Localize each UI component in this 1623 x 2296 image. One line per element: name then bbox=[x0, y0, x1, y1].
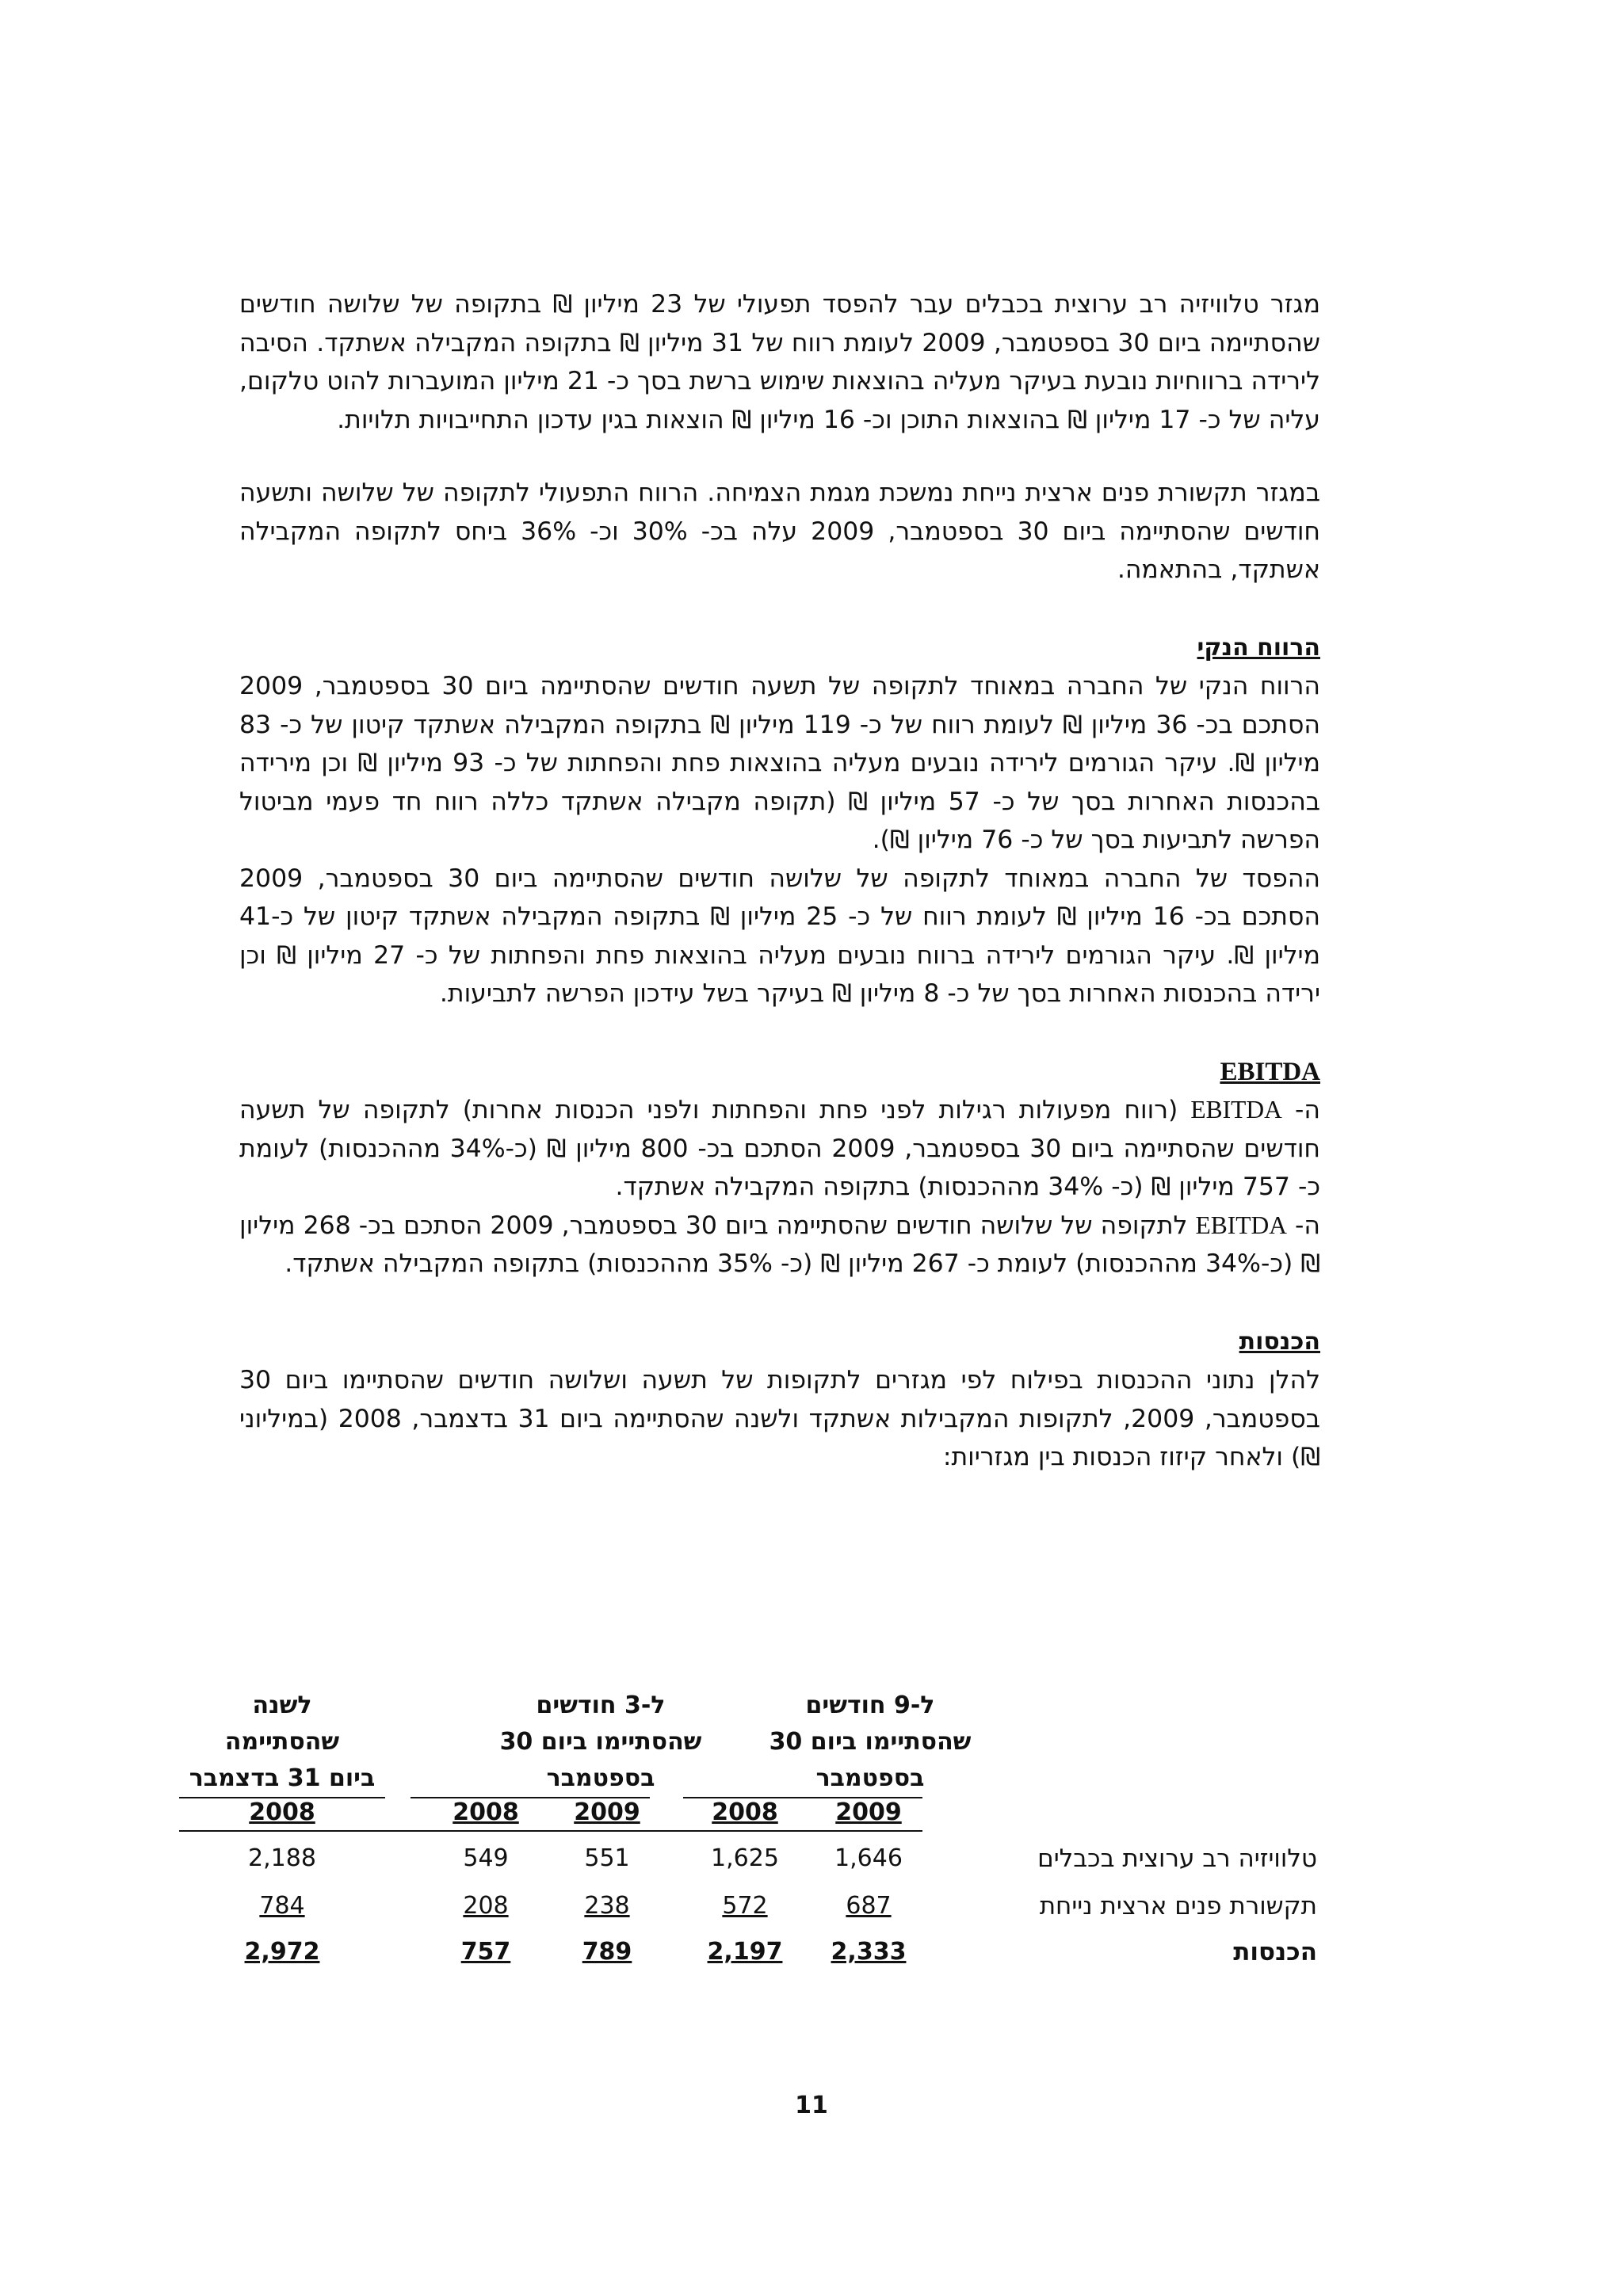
net-profit-three-months-paragraph: ההפסד של החברה במאוחד לתקופה של שלושה חודשים שהסתיימה ביום 30 בספטמבר, 2009 הסתכם בכ- 16 מיליון ₪ לעומת רווח של כ- 25 מיליון ₪ בתקופה המקבילה אשתקד קיטון של כ-41 מיליון ₪. עיקר הגורמים לירידה ברווח נובעים מעליה בהוצאות פחת והפחתות של כ- 27 מיליון ₪ וכן ירידה בהכנסות האחרות בסך של כ- 8 מיליון ₪ בעיקר בשל עידכון הפרשה לתביעות. bbox=[239, 864, 1321, 1008]
header-line: שהסתיימו ביום 30 bbox=[769, 1728, 972, 1756]
ebitda-text: (רווח מפעולות רגילות לפני פחת והפחתות ולפני הכנסות אחרות) לתקופה של תשעה חודשים שהסתיימה ביום 30 בספטמבר, 2009 הסתכם בכ- 800 מיליון ₪ (כ-34% מההכנסות) לעומת כ- 757 מיליון ₪ (כ- 34% מההכנסות) בתקופה המקבילה אשתקד. bbox=[239, 1096, 1320, 1201]
ebitda-heading: EBITDA bbox=[1220, 1057, 1320, 1086]
cell-cable-nine-2009: 1,646 bbox=[834, 1844, 903, 1872]
header-line: שהסתיימה bbox=[224, 1728, 340, 1756]
ebitda-nine-months-paragraph bbox=[239, 1091, 1320, 1207]
ebitda-prefix: ה- bbox=[1281, 1096, 1320, 1124]
year-nine-2009: 2009 bbox=[835, 1798, 902, 1826]
year-nine-2008: 2008 bbox=[712, 1798, 778, 1826]
year-three-2008: 2008 bbox=[453, 1798, 519, 1826]
cell-cable-three-2009: 551 bbox=[584, 1844, 630, 1872]
net-profit-heading: הרווח הנקי bbox=[1197, 633, 1320, 662]
cell-landline-three-2008: 208 bbox=[463, 1892, 509, 1920]
year-three-2009: 2009 bbox=[574, 1798, 640, 1826]
ebitda-text: לתקופה של שלושה חודשים שהסתיימה ביום 30 בספטמבר, 2009 הסתכם בכ- 268 מיליון ₪ (כ-34% מההכנסות) לעומת כ- 267 מיליון ₪ (כ- 35% מההכנסות) בתקופה המקבילה אשתקד. bbox=[239, 1211, 1320, 1278]
header-line: לשנה bbox=[252, 1691, 312, 1719]
header-line: ל-3 חודשים bbox=[536, 1691, 666, 1719]
cell-cable-year-2008: 2,188 bbox=[248, 1844, 316, 1872]
landline-segment-paragraph: במגזר תקשורת פנים ארצית נייחת נמשכת מגמת הצמיחה. הרווח התפעולי לתקופה של שלושה ותשעה חודשים שהסתיימה ביום 30 בספטמבר, 2009 עלה בכ- 30% וכ- 36% ביחס לתקופה המקבילה אשתקד, בהתאמה. bbox=[239, 479, 1321, 584]
revenues-intro-paragraph: להלן נתוני ההכנסות בפילוח לפי מגזרים לתקופות של תשעה ושלושה חודשים שהסתיימו ביום 30 בספטמבר, 2009, לתקופות המקבילות אשתקד ולשנה שהסתיימה ביום 31 בדצמבר, 2008 (במיליוני ₪) ולאחר קיזוז הכנסות בין מגזריות: bbox=[239, 1366, 1320, 1471]
cell-total-three-2008: 757 bbox=[460, 1938, 511, 1966]
row-label-total-revenues: הכנסות bbox=[1233, 1938, 1317, 1966]
header-line: ל-9 חודשים bbox=[805, 1691, 935, 1719]
header-year bbox=[179, 1688, 385, 1797]
row-label-landline: תקשורת פנים ארצית נייחת bbox=[1039, 1892, 1317, 1920]
cable-tv-segment-paragraph: מגזר טלוויזיה רב ערוצית בכבלים עבר להפסד תפעולי של 23 מיליון ₪ בתקופה של שלושה חודשים שהסתיימה ביום 30 בספטמבר, 2009 לעומת רווח של 31 מיליון ₪ בתקופה המקבילה אשתקד. הסיבה לירידה ברווחיות נובעת בעיקר מעליה בהוצאות שימוש ברשת בסך כ- 21 מיליון המועברות להוט טלקום, עליה של כ- 17 מיליון ₪ בהוצאות התוכן וכ- 16 מיליון ₪ הוצאות בגין עדכון התחייבויות תלויות. bbox=[239, 290, 1320, 434]
header-line: בספטמבר bbox=[815, 1764, 925, 1792]
ebitda-term: EBITDA bbox=[1195, 1211, 1287, 1239]
ebitda-three-months-paragraph bbox=[239, 1207, 1320, 1283]
header-three-months bbox=[498, 1688, 704, 1797]
cell-landline-nine-2008: 572 bbox=[722, 1892, 768, 1920]
header-line: בספטמבר bbox=[546, 1764, 655, 1792]
cell-cable-three-2008: 549 bbox=[463, 1844, 509, 1872]
cell-total-three-2009: 789 bbox=[582, 1938, 632, 1966]
year-2008: 2008 bbox=[249, 1798, 315, 1826]
header-line: ביום 31 בדצמבר bbox=[189, 1764, 376, 1792]
ebitda-term: EBITDA bbox=[1190, 1096, 1282, 1123]
header-nine-months bbox=[767, 1688, 973, 1797]
cell-total-nine-2009: 2,333 bbox=[831, 1938, 907, 1966]
page-number: 11 bbox=[795, 2092, 828, 2119]
net-profit-nine-months-paragraph: הרווח הנקי של החברה במאוחד לתקופה של תשעה חודשים שהסתיימה ביום 30 בספטמבר, 2009 הסתכם בכ- 36 מיליון ₪ לעומת רווח של כ- 119 מיליון ₪ בתקופה המקבילה אשתקד קיטון של כ- 83 מיליון ₪. עיקר הגורמים לירידה נובעים מעליה בהוצאות פחת והפחתות של כ- 93 מיליון ₪ וכן מירידה בהכנסות האחרות בסך של כ- 57 מיליון ₪ (תקופה מקבילה אשתקד כללה רווח חד פעמי מביטול הפרשה לתביעות בסך של כ- 76 מיליון ₪). bbox=[239, 672, 1320, 854]
text-column bbox=[239, 285, 1320, 1477]
header-line: שהסתיימו ביום 30 bbox=[499, 1728, 702, 1756]
table-header-bottom-rule bbox=[179, 1830, 922, 1832]
cell-landline-three-2009: 238 bbox=[584, 1892, 630, 1920]
cell-cable-nine-2008: 1,625 bbox=[711, 1844, 779, 1872]
cell-total-nine-2008: 2,197 bbox=[707, 1938, 783, 1966]
ebitda-prefix: ה- bbox=[1286, 1211, 1320, 1240]
revenues-heading: הכנסות bbox=[1239, 1327, 1320, 1356]
row-label-cable-tv: טלוויזיה רב ערוצית בכבלים bbox=[1037, 1844, 1317, 1873]
cell-total-year-2008: 2,972 bbox=[244, 1938, 320, 1966]
cell-landline-year-2008: 784 bbox=[259, 1892, 305, 1920]
cell-landline-nine-2009: 687 bbox=[846, 1892, 892, 1920]
